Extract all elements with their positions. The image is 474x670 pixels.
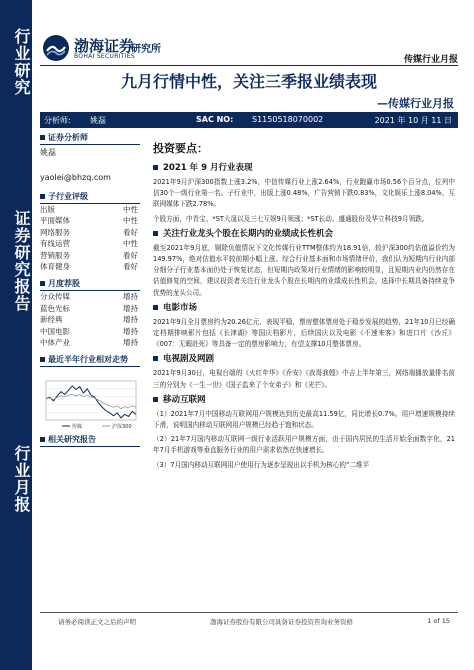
- table-row: [40, 204, 140, 215]
- main-content: [153, 140, 455, 474]
- pick-rating: 增持: [123, 303, 138, 313]
- rating-name: 出版: [40, 205, 55, 214]
- trend-chart-header: 最近半年行业相对走势: [40, 354, 140, 367]
- logo-chinese-name: 渤海证券: [74, 37, 135, 55]
- report-date: 2021 年 10 月 11 日: [374, 116, 452, 125]
- section-heading: 2021 年 9 月行业表现: [153, 162, 455, 174]
- paragraph: 2021年9月沪深300指数上涨3.2%，中信传媒行业上涨2.64%，行业跑赢市场0.56个百分点，位列中信30个一级行业第一名。子行业中，出版上涨0.48%，广告营销下跌0.83%，文化娱乐上涨8.04%，互联网媒体下跌2.78%。: [153, 178, 456, 209]
- section-heading: 关注行业龙头个股在长期内的业绩成长性机会: [153, 228, 455, 240]
- rating-name: 营销服务: [40, 250, 70, 260]
- paragraph: 截至2021年9月底，剔除负值情况下文化传媒行业TTM整体约为18.91倍，较沪深300约估值溢价约为149.97%，绝对估值水平较前期小幅上涨。综合行业基本面和市场情绪评价，我们认为短期内行业内部分细分子行业基本面仍处于恢复状态，但短期内政策对行业情绪的影响较明显，且短期内业内仍然存在估值修复的空间，建议投资者关注行业龙头个股在长期内的业绩成长性机会。选择中长期具备持续竞争优势的龙头公司。: [153, 243, 455, 297]
- picks-table: [40, 291, 140, 348]
- related-reports-header: 相关研究报告: [40, 434, 140, 447]
- info-bar: [40, 112, 458, 128]
- footer-divider: [40, 612, 458, 613]
- left-column: [40, 132, 140, 367]
- contact-email[interactable]: yaolei@bhzq.com: [40, 173, 111, 182]
- header-divider: [40, 65, 458, 66]
- paragraph: 2021年9月全月票房约为20.26亿元，表现平稳，票房整体票房处于稳步发展的趋势，21年10月已经确定档期排映影片包括《长津湖》等国庆档影片，后续国庆以及电影《不速来客》和进口片《沙丘》《007：无暇赴死》等具备一定的票房影响力，有望支撑10月整体票房。: [153, 317, 455, 349]
- paragraph: （1）2021年7月中国移动互联网用户规模达到历史最高11.59亿，同比增长0.7%。用户增速规模持续下滑，说明国内移动互联网用户规模已经趋于饱和状态。: [153, 409, 455, 430]
- chart-frame: [46, 381, 136, 420]
- rating-value: 中性: [123, 216, 138, 226]
- relative-trend-chart: [42, 378, 140, 432]
- pick-name: 中国电影: [40, 326, 70, 336]
- rating-header: 子行业评级: [40, 191, 140, 204]
- left-sidebar: [0, 0, 32, 670]
- rating-value: 中性: [123, 239, 138, 249]
- pick-rating: 增持: [123, 338, 138, 348]
- picks-header: 月度荐股: [40, 278, 140, 291]
- bullet-square-icon: [153, 305, 158, 310]
- table-row: [40, 227, 140, 238]
- rating-table: [40, 204, 140, 272]
- table-row: [40, 303, 140, 314]
- pick-name: 分众传媒: [40, 292, 70, 302]
- section-heading: 移动互联网: [153, 394, 455, 406]
- rating-name: 平面媒体: [40, 216, 70, 226]
- paragraph: （2）21年7月国内移动互联网一级行业活跃用户规模方面，由于国内居民的生活开始全面数字化，21年7月手机游戏等垂直服务行业的用户需求依然在快速增长。: [153, 435, 455, 455]
- sac-label: SAC NO:: [196, 115, 234, 124]
- table-row: [40, 326, 140, 337]
- table-row: [40, 291, 140, 302]
- sidebar-top-label: 行业研究: [12, 28, 31, 96]
- paragraph: 个股方面，中青宝、*ST大晟以及三七互娱9月领涨；*ST长动、盛通股份及华立科技9月领跌。: [153, 214, 429, 223]
- contact-name: 姚磊: [40, 148, 56, 157]
- rating-value: 看好: [123, 227, 138, 237]
- pick-rating: 增持: [123, 326, 138, 336]
- sac-number: S1150518070002: [252, 115, 324, 124]
- paragraph: （3）7月国内移动互联网用户使用行为逐步呈现出以手机为核心的“二维平: [153, 460, 370, 469]
- logo-english-name: BOHAI SECURITIES: [74, 53, 135, 60]
- report-type: 传媒行业月报: [403, 55, 458, 65]
- table-row: [40, 238, 140, 249]
- page-number: 1 of 15: [427, 617, 450, 625]
- pick-rating: 增持: [123, 292, 138, 302]
- footer-company: 渤海证券股份有限公司具备证券投资咨询业务资格: [210, 618, 353, 626]
- sidebar-bottom-label: 行业月报: [12, 445, 31, 513]
- report-subtitle: —传媒行业月报: [377, 97, 454, 110]
- report-title: 九月行情中性，关注三季报业绩表现: [120, 72, 377, 91]
- pick-name: 蓝色光标: [40, 303, 70, 313]
- table-row: [40, 215, 140, 226]
- bullet-square-icon: [153, 397, 158, 402]
- related-reports: [40, 434, 140, 447]
- rating-value: 看好: [123, 250, 138, 260]
- bullet-square-icon: [153, 231, 158, 236]
- section-heading: 电影市场: [153, 302, 455, 314]
- bullet-square-icon: [153, 165, 158, 170]
- brand-logo: [42, 34, 182, 64]
- analyst-label: 分析师:: [44, 116, 71, 125]
- rating-value: 中性: [123, 205, 138, 214]
- rating-name: 体育健身: [40, 262, 70, 272]
- institute-label: 研究所: [131, 44, 161, 55]
- table-row: [40, 261, 140, 272]
- legend-label: 传媒: [72, 424, 83, 430]
- key-points-heading: 投资要点：: [153, 142, 208, 155]
- rating-name: 网络服务: [40, 227, 70, 237]
- sidebar-middle-label: 证券研究报告: [12, 210, 31, 312]
- section-heading: 电视剧及网剧: [153, 353, 455, 365]
- legend-label: 沪深300: [112, 424, 132, 430]
- bohai-logo-icon: [42, 34, 70, 62]
- rating-name: 有线运营: [40, 239, 70, 249]
- contact-header: 证券分析师: [40, 132, 140, 145]
- pick-name: 中体产业: [40, 338, 70, 348]
- footer-disclaimer: 请务必阅读正文之后的声明: [58, 618, 136, 626]
- table-row: [40, 314, 140, 325]
- pick-name: 新经典: [40, 315, 63, 325]
- table-row: [40, 337, 140, 348]
- bullet-square-icon: [153, 356, 158, 361]
- pick-rating: 增持: [123, 315, 138, 325]
- analyst-name: 姚磊: [90, 116, 106, 125]
- table-row: [40, 250, 140, 261]
- paragraph: 2021年9月30日，电视台端的《火红年华》《乔安》《我哥我嫂》中吉上半年第三，网络端播放量排名前三的分别为《一生一世》《国子监来了个女弟子》和《光芒》。: [153, 369, 455, 389]
- rating-value: 看好: [123, 262, 138, 272]
